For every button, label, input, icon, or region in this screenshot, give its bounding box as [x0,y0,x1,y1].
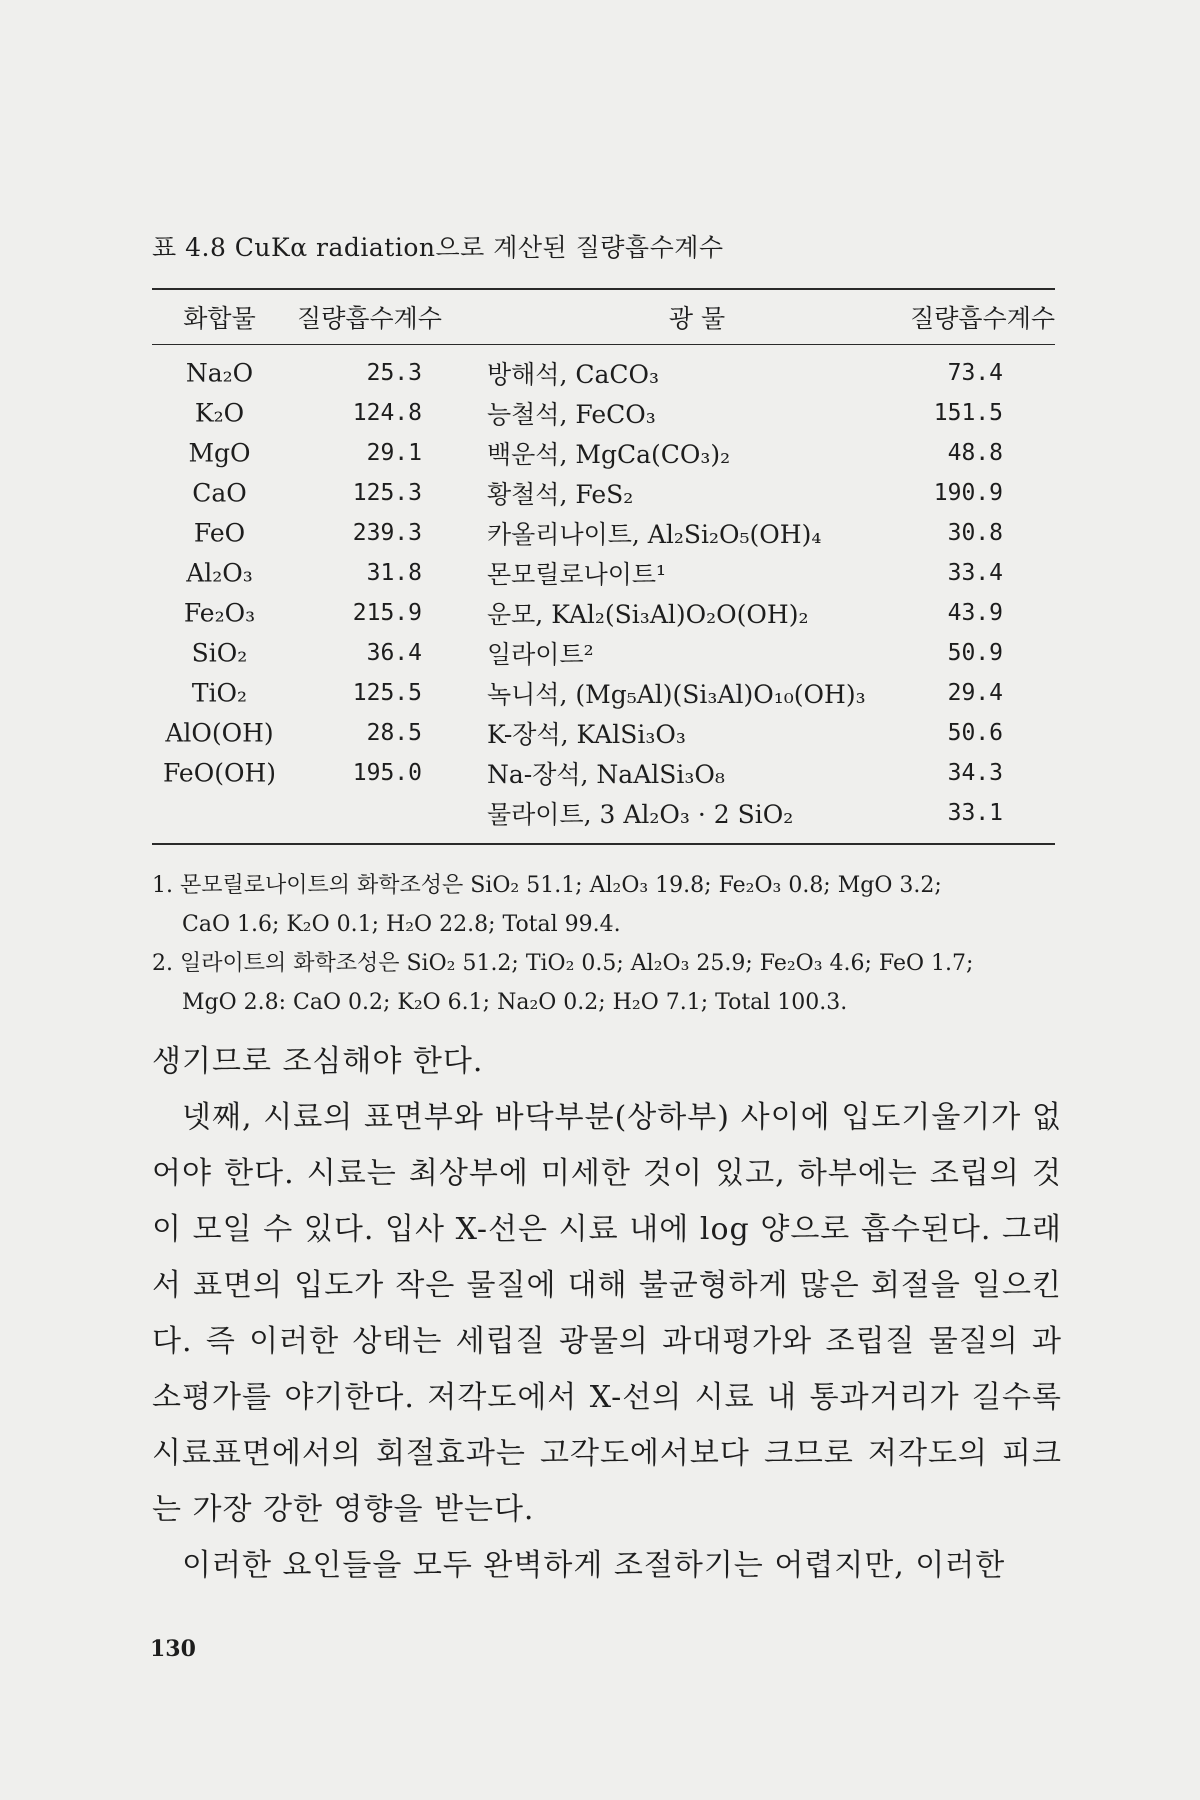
mineral-value: 33.1 [947,800,1003,826]
mineral-name: 황철석, FeS₂ [487,480,634,509]
table-footnotes [152,866,1062,1022]
mineral-name: Na-장석, NaAlSi₃O₈ [487,760,725,789]
compound-name: Fe₂O₃ [183,598,256,628]
table-row [152,433,1055,473]
mineral-name: 방해석, CaCO₃ [487,360,660,389]
footnote-2-line-2: MgO 2.8: CaO 0.2; K₂O 6.1; Na₂O 0.2; H₂O 7.1; Total 100.3. [182,990,848,1015]
header-compound-coefficient: 질량흡수계수 [297,304,442,333]
table-row [152,393,1055,433]
mineral-value: 33.4 [947,560,1003,586]
compound-value: 36.4 [366,640,422,666]
table-row [152,473,1055,513]
header-mineral: 광 물 [668,304,726,333]
table-row [152,553,1055,593]
header-compound: 화합물 [183,304,256,333]
table-caption: 표 4.8 CuKα radiation으로 계산된 질량흡수계수 [152,233,724,262]
mineral-name: K-장석, KAlSi₃O₃ [487,720,686,749]
mineral-name: 물라이트, 3 Al₂O₃ · 2 SiO₂ [487,800,794,829]
compound-value: 215.9 [352,600,422,626]
compound-value: 239.3 [352,520,422,546]
compound-name: CaO [192,478,247,508]
compound-name: FeO [193,518,246,548]
mineral-value: 43.9 [947,600,1003,626]
footnote-1-line-2: CaO 1.6; K₂O 0.1; H₂O 22.8; Total 99.4. [182,912,621,937]
footnote-2 [152,944,1062,1022]
mineral-name: 카올리나이트, Al₂Si₂O₅(OH)₄ [487,520,822,549]
mineral-name: 능철석, FeCO₃ [487,400,656,429]
table-row [152,793,1055,833]
compound-name: FeO(OH) [162,758,277,788]
footnote-1 [152,866,1062,944]
paragraph-1: 생기므로 조심해야 한다. [152,1044,484,1079]
footnote-1-line-1: 1. 몬모릴로나이트의 화학조성은 SiO₂ 51.1; Al₂O₃ 19.8; Fe₂O₃ 0.8; MgO 3.2; [152,873,942,898]
mineral-value: 48.8 [947,440,1003,466]
mineral-value: 151.5 [933,400,1003,426]
header-mineral-coefficient: 질량흡수계수 [910,304,1055,333]
compound-name: AlO(OH) [165,718,274,748]
mineral-value: 73.4 [947,360,1003,386]
absorption-table [152,288,1055,845]
compound-value: 124.8 [352,400,422,426]
table-row [152,673,1055,713]
mineral-value: 34.3 [947,760,1003,786]
body-text [152,1034,1062,1594]
compound-name: TiO₂ [191,678,248,708]
table-row [152,753,1055,793]
compound-name: Na₂O [185,358,254,388]
table-body [152,345,1055,843]
mineral-name: 몬모릴로나이트¹ [487,560,667,589]
footnote-2-line-1: 2. 일라이트의 화학조성은 SiO₂ 51.2; TiO₂ 0.5; Al₂O₃ 25.9; Fe₂O₃ 4.6; FeO 1.7; [152,951,974,976]
table-row [152,633,1055,673]
compound-name: SiO₂ [191,638,248,668]
compound-value: 29.1 [366,440,422,466]
page-number: 130 [150,1636,196,1662]
mineral-value: 50.6 [947,720,1003,746]
mineral-name: 백운석, MgCa(CO₃)₂ [487,440,731,469]
compound-name: K₂O [194,398,245,428]
mineral-name: 운모, KAl₂(Si₃Al)O₂O(OH)₂ [487,600,809,629]
mineral-name: 일라이트² [487,640,594,669]
compound-value: 125.3 [352,480,422,506]
compound-value: 125.5 [352,680,422,706]
paragraph-2: 넷째, 시료의 표면부와 바닥부분(상하부) 사이에 입도기울기가 없어야 한다. 시료는 최상부에 미세한 것이 있고, 하부에는 조립의 것이 모일 수 있다. 입사 X-선은 시료 내에 log 양으로 흡수된다. 그래서 표면의 입도가 작은 물질에 대해 불균형하게 많은 회절을 일으킨다. 즉 이러한 상태는 세립질 광물의 과대평가와 조립질 물질의 과소평가를 야기한다. 저각도에서 X-선의 시료 내 통과거리가 길수록 시료표면에서의 회절효과는 고각도에서보다 크므로 저각도의 피크는 가장 강한 영향을 받는다. [152,1100,1062,1527]
table-row [152,353,1055,393]
compound-value: 28.5 [366,720,422,746]
table-row [152,713,1055,753]
table-bottom-rule [152,843,1055,845]
compound-value: 195.0 [352,760,422,786]
mineral-value: 190.9 [933,480,1003,506]
mineral-name: 녹니석, (Mg₅Al)(Si₃Al)O₁₀(OH)₃ [487,680,866,709]
compound-name: MgO [188,438,251,468]
table-row [152,593,1055,633]
paragraph-3: 이러한 요인들을 모두 완벽하게 조절하기는 어렵지만, 이러한 [182,1548,1006,1583]
compound-name: Al₂O₃ [186,558,253,588]
mineral-value: 29.4 [947,680,1003,706]
compound-value: 25.3 [366,360,422,386]
compound-value: 31.8 [366,560,422,586]
mineral-value: 50.9 [947,640,1003,666]
table-header-row [152,290,1055,344]
mineral-value: 30.8 [947,520,1003,546]
table-row [152,513,1055,553]
